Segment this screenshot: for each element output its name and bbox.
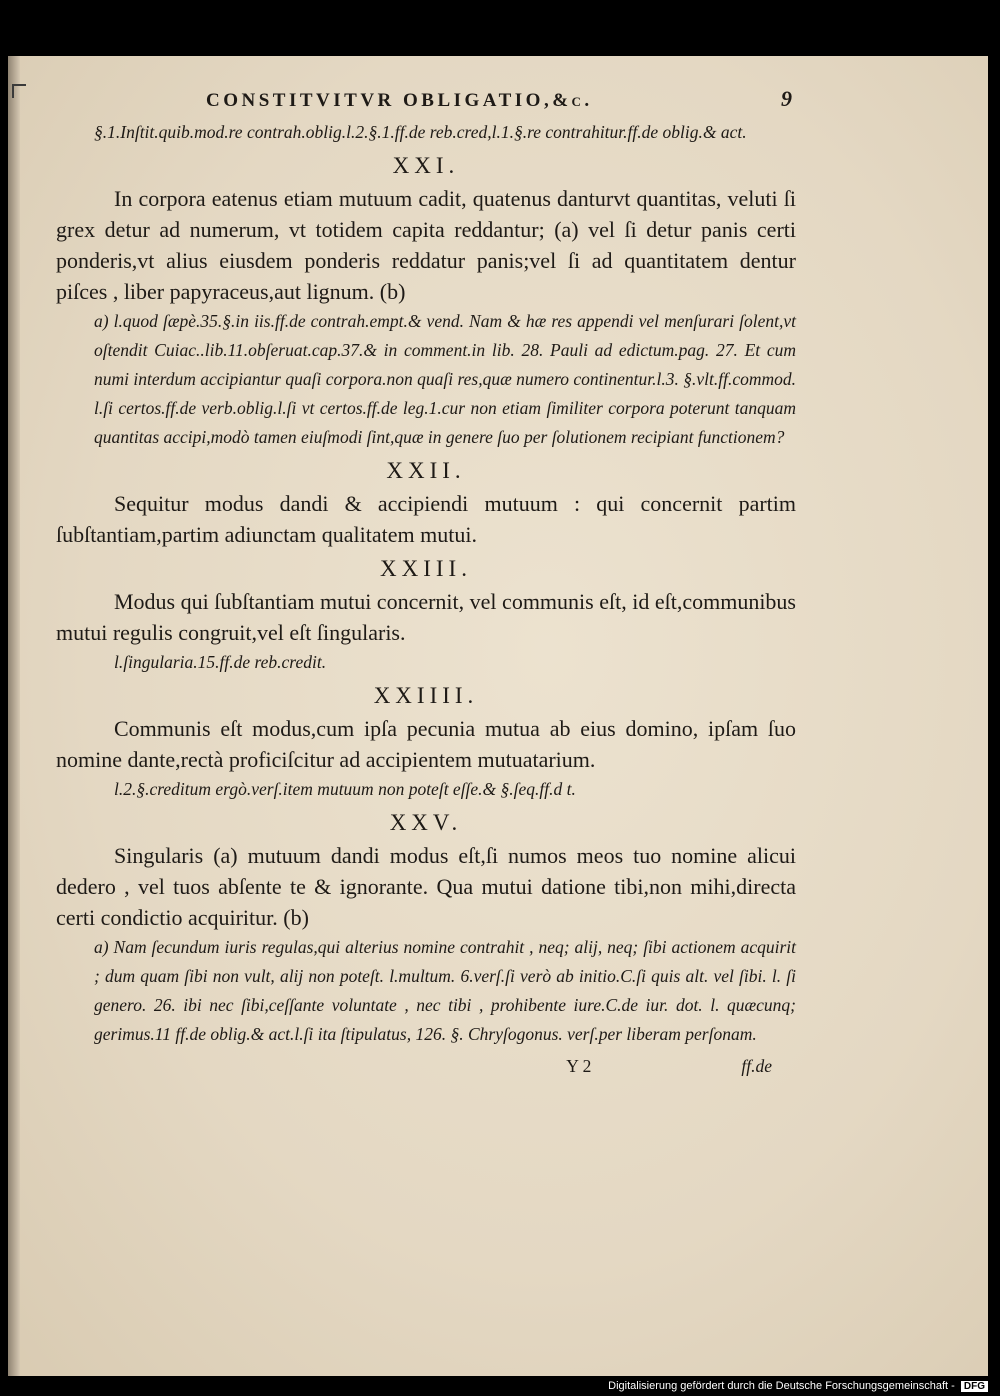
credit-text: Digitalisierung gefördert durch die Deutsche Forschungsgemeinschaft -	[608, 1380, 955, 1392]
paragraph-xxiiii: Communis eſt modus,cum ipſa pecunia mutua ab eius domino, ipſam ſuo nomine dante,rectà proficiſcitur ad accipientem mutuatarium.	[56, 716, 796, 772]
book-page	[8, 56, 988, 1376]
paragraph-xxiii: Modus qui ſubſtantiam mutui concernit, vel communis eſt, id eſt,communibus mutui regulis congruit,vel eſt ſingularis.	[56, 589, 796, 645]
page-binding-shadow	[8, 56, 20, 1376]
catchword: ff.de	[741, 1056, 772, 1076]
footnote-continuation: §.1.Inſtit.quib.mod.re contrah.oblig.l.2.§.1.ff.de reb.cred,l.1.§.re contrahitur.ff.de oblig.& act.	[94, 122, 747, 142]
footnote-xxi-a: a) l.quod ſæpè.35.§.in iis.ff.de contrah.empt.& vend. Nam & hæ res appendi vel menſurari ſolent,vt oſtendit Cuiac..lib.11.obſeruat.cap.37.& in comment.in lib. 28. Pauli ad edictum.pag. 27. Et cum numi interdum accipiantur quaſi corpora.non quaſi res,quæ numero continentur.l.3. §.vlt.ff.commod. l.ſi certos.ff.de verb.oblig.l.ſi vt certos.ff.de leg.1.cur non etiam ſimiliter corpora poterunt tanquam quantitas accipi,modò tamen eiuſmodi ſint,quæ in genere ſuo per ſolutionem recipiant functionem?	[94, 311, 796, 447]
section-heading-xxi: XXI.	[392, 153, 460, 178]
footnote-xxv-a: a) Nam ſecundum iuris regulas,qui alterius nomine contrahit , neq; alij, neq; ſibi actionem acquirit ; dum quam ſibi non vult, alij non poteſt. l.multum. 6.verſ.ſi verò ab initio.C.ſi quis alt. vel ſibi. l. ſi genero. 26. ibi nec ſibi,ceſſante voluntate , nec tibi , prohibente iure.C.de iur. dot. l. quæcunq; gerimus.11 ff.de oblig.& act.l.ſi ita ſtipulatus, 126. §. Chryſogonus. verſ.per liberam perſonam.	[94, 937, 796, 1044]
dfg-logo: DFG	[961, 1381, 988, 1392]
paragraph-xxii: Sequitur modus dandi & accipiendi mutuum : qui concernit partim ſubſtantiam,partim adiunctam qualitatem mutui.	[56, 491, 796, 547]
paragraph-xxi: In corpora eatenus etiam mutuum cadit, quatenus danturvt quantitas, veluti ſi grex detur ad numerum, vt totidem capita reddantur; (a) vel ſi detur panis certi ponderis,vt alius eiusdem ponderis reddatur panis;vel ſi ad quantitatem dentur piſces , liber papyraceus,aut lignum. (b)	[56, 186, 796, 304]
catchword-line	[56, 1051, 796, 1081]
section-heading-xxv: XXV.	[389, 810, 463, 835]
signature-mark: Y 2	[566, 1056, 592, 1076]
crop-mark	[12, 84, 26, 98]
section-heading-xxii: XXII.	[386, 458, 466, 483]
section-heading-xxiiii: XXIIII.	[373, 683, 479, 708]
citation-xxiii: l.ſingularia.15.ff.de reb.credit.	[114, 652, 327, 672]
text-block	[56, 86, 796, 1081]
folio-number: 9	[781, 86, 792, 111]
running-head	[56, 86, 796, 118]
citation-xxiiii: l.2.§.creditum ergò.verſ.item mutuum non poteſt eſſe.& §.ſeq.ff.d t.	[114, 779, 576, 799]
digitization-credit	[608, 1380, 988, 1392]
paragraph-xxv: Singularis (a) mutuum dandi modus eſt,ſi numos meos tuo nomine alicui dedero , vel tuos abſente te & ignorante. Qua mutui datione tibi,non mihi,directa certi condictio acquiritur. (b)	[56, 843, 796, 930]
section-heading-xxiii: XXIII.	[380, 556, 472, 581]
running-head-title: CONSTITVITVR OBLIGATIO,&c.	[206, 90, 593, 111]
